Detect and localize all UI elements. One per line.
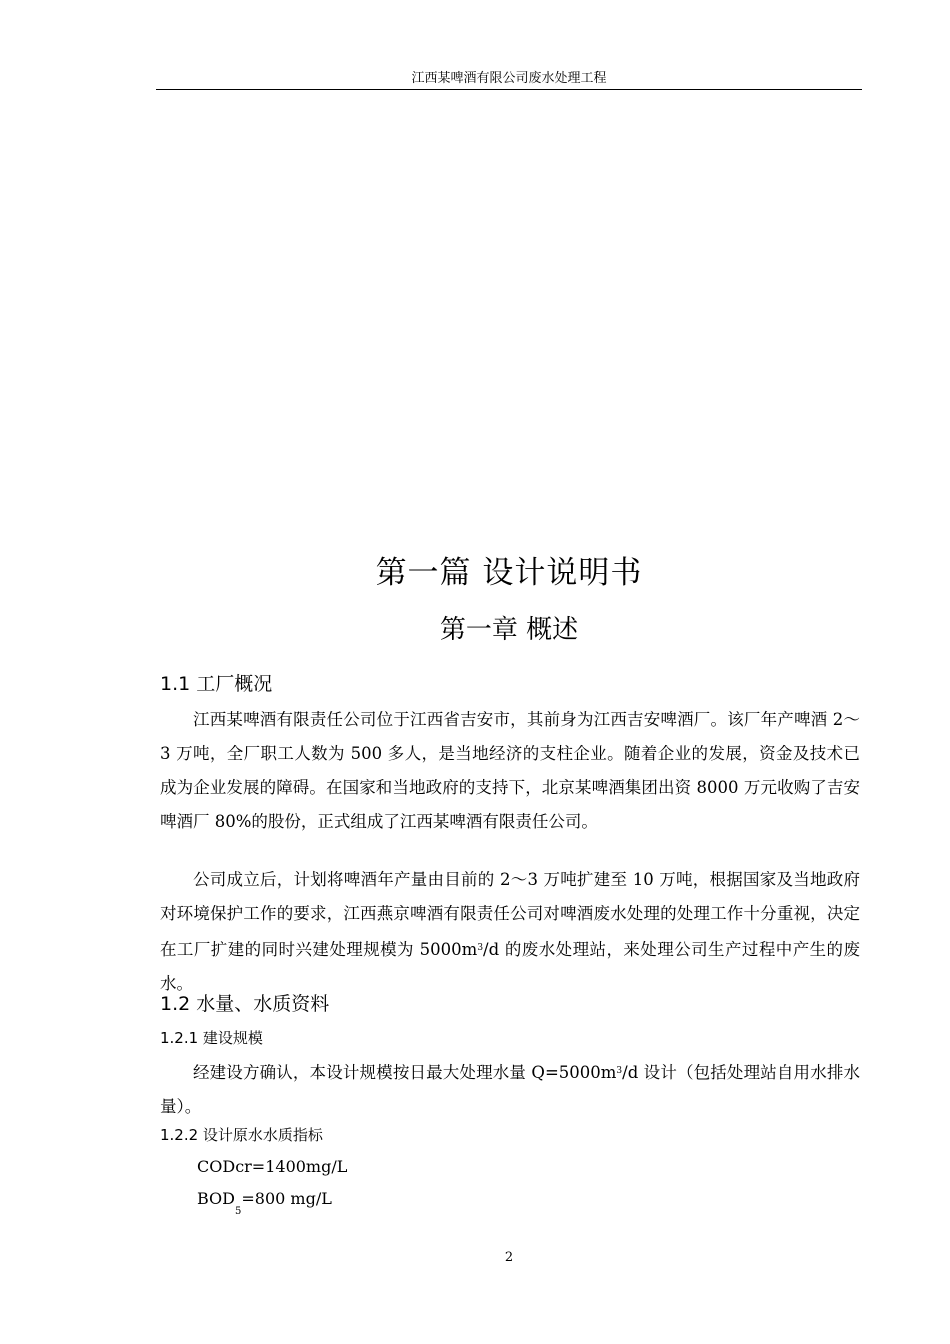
unit-superscript: 3	[477, 943, 484, 953]
paragraph-factory-overview: 江西某啤酒有限责任公司位于江西省吉安市，其前身为江西吉安啤酒厂。该厂年产啤酒 2～3 万吨，全厂职工人数为 500 多人，是当地经济的支柱企业。随着企业的发展，资金及技术已成为企业发展的障碍。在国家和当地政府的支持下，北京某啤酒集团出资 8000 万元收购了吉安啤酒厂 80%的股份，正式组成了江西某啤酒有限责任公司。	[160, 710, 860, 831]
paragraph-company-plan-text-a: 公司成立后，计划将啤酒年产量由目前的 2～3 万吨扩建至 10 万吨，根据国家及当地政府对环境保护工作的要求，江西燕京啤酒有限责任公司对啤酒废水处理的处理工作十分重视，决定在工厂扩建的同时兴建处理规模为 5000m	[160, 870, 860, 959]
subsection-heading-1-2-2: 1.2.2 设计原水水质指标	[160, 1126, 323, 1144]
paragraph-design-scale	[160, 1054, 860, 1124]
section-heading-1-2: 1.2 水量、水质资料	[160, 993, 330, 1015]
bod-subscript: 5	[235, 1206, 242, 1217]
paragraph-design-scale-text-b: /d 设计（包括处理站自用水排水量）。	[160, 1063, 860, 1116]
bod-number: =800 mg/L	[241, 1189, 332, 1208]
paragraph-design-scale-text-a: 经建设方确认，本设计规模按日最大处理水量 Q=5000m	[193, 1063, 617, 1082]
bod-label: BOD	[197, 1189, 235, 1208]
page-number: 2	[504, 1250, 514, 1265]
subsection-heading-1-2-1: 1.2.1 建设规模	[160, 1029, 263, 1047]
paragraph-company-plan	[160, 863, 860, 1001]
bod-value	[197, 1188, 332, 1223]
cod-value: CODcr=1400mg/L	[197, 1157, 348, 1176]
unit-superscript: 3	[616, 1066, 623, 1076]
chapter-title: 第一章 概述	[439, 615, 579, 645]
running-header: 江西某啤酒有限公司废水处理工程	[156, 70, 862, 90]
section-heading-1-1: 1.1 工厂概况	[160, 673, 273, 695]
part-title: 第一篇 设计说明书	[375, 555, 643, 591]
paragraph-company-plan-text-b: /d 的废水处理站，来处理公司生产过程中产生的废水。	[160, 940, 860, 993]
